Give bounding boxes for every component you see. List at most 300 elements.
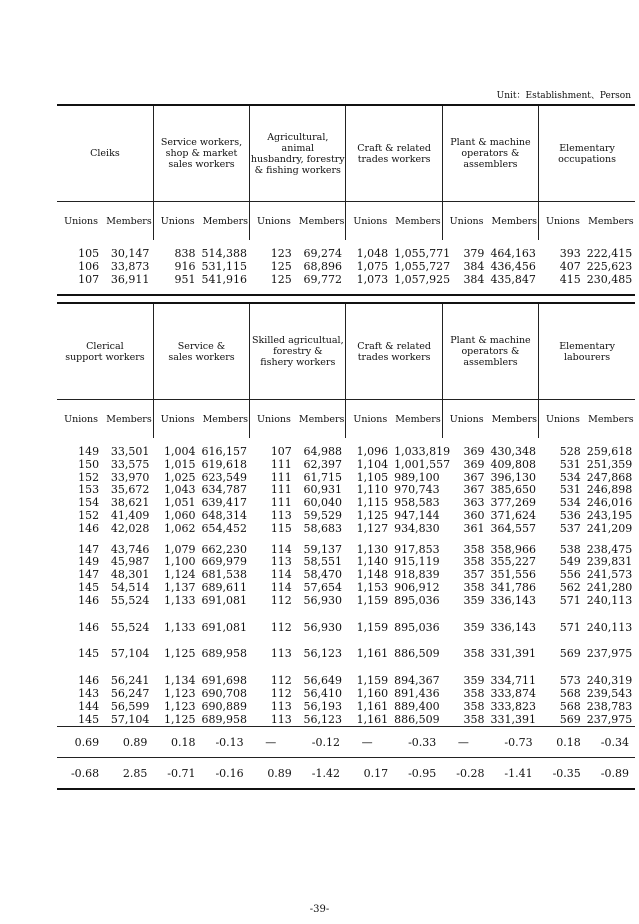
table-cell: 528 — [559, 445, 581, 458]
table-cell: 147 — [78, 542, 100, 556]
table-cell: 146 — [78, 620, 100, 634]
table-row — [57, 523, 635, 536]
change-cell: -0.34 — [587, 727, 635, 758]
table-cell: 1,110 — [356, 483, 389, 497]
table-cell: 669,979 — [201, 555, 247, 569]
table-cell: 33,501 — [110, 445, 150, 458]
table-cell: 41,409 — [110, 508, 150, 522]
table-cell: 42,028 — [110, 521, 150, 535]
table-row — [57, 274, 635, 287]
table-cell: 1,096 — [356, 445, 389, 458]
table-cell: 430,348 — [490, 445, 536, 458]
change-cell: -1.42 — [298, 758, 346, 790]
table-cell: 64,988 — [303, 445, 342, 458]
table-row — [57, 648, 635, 661]
table-cell: 56,930 — [303, 593, 342, 607]
change-row — [57, 758, 635, 790]
unions-header: Unions — [250, 400, 298, 439]
members-header: Members — [587, 400, 635, 439]
table-cell: 384 — [463, 272, 485, 286]
table-cell: 379 — [463, 247, 485, 260]
table-cell: 958,583 — [394, 496, 440, 510]
table-cell: 1,160 — [356, 686, 389, 700]
table-cell: 62,397 — [303, 457, 342, 471]
table-cell: 69,274 — [303, 247, 342, 260]
table-cell: 58,683 — [303, 521, 342, 535]
unit-label: Unit：Establishment、Person — [496, 91, 631, 101]
table-cell: 917,853 — [394, 542, 440, 556]
table-cell: 146 — [78, 674, 100, 688]
table-cell: 1,004 — [163, 445, 196, 458]
table-cell: 1,133 — [163, 620, 196, 634]
change-cell: -0.89 — [587, 758, 635, 790]
change-cell: -1.41 — [490, 758, 538, 790]
group-header: Elementary labourers — [539, 303, 635, 400]
table-cell: 396,130 — [490, 470, 536, 484]
change-cell: -0.73 — [490, 727, 538, 758]
table-cell: 111 — [270, 483, 292, 497]
table-cell: 689,958 — [201, 647, 247, 661]
table-cell: 1,130 — [356, 542, 389, 556]
table-cell: 58,470 — [303, 568, 342, 582]
table-cell: 333,874 — [490, 686, 536, 700]
table-row — [57, 248, 635, 261]
table-cell: 225,623 — [586, 259, 633, 273]
table-cell: 970,743 — [394, 483, 440, 497]
table-cell: 1,015 — [163, 457, 196, 471]
table-cell: 537 — [559, 521, 581, 535]
group-header: Agricultural, animal husbandry, forestry & fishing workers — [250, 105, 346, 202]
table-cell: 240,319 — [586, 674, 633, 688]
group-header: Service & sales workers — [153, 303, 249, 400]
table-cell: 358,966 — [490, 542, 536, 556]
table-cell: 358 — [463, 555, 485, 569]
table-cell: 415 — [559, 272, 581, 286]
table-cell: 1,075 — [356, 259, 389, 273]
table-cell: 33,970 — [110, 470, 150, 484]
table-cell: 358 — [463, 686, 485, 700]
table-cell: 534 — [559, 496, 581, 510]
table-cell: 1,055,727 — [394, 259, 451, 273]
unions-header: Unions — [539, 400, 587, 439]
change-cell: — — [442, 727, 490, 758]
unions-header: Unions — [442, 400, 490, 439]
table-cell: 112 — [270, 686, 292, 700]
unions-header: Unions — [57, 400, 105, 439]
table-cell: 654,452 — [201, 521, 247, 535]
table-cell: 59,137 — [303, 542, 342, 556]
unions-header: Unions — [346, 400, 394, 439]
table-2021 — [57, 104, 635, 296]
table-cell: 331,391 — [490, 647, 536, 661]
table-cell: 568 — [559, 699, 581, 713]
table-cell: 934,830 — [394, 521, 440, 535]
table-cell: 568 — [559, 686, 581, 700]
table-row — [57, 622, 635, 635]
change-cell: -0.12 — [298, 727, 346, 758]
table-cell: 1,125 — [356, 508, 389, 522]
table-cell: 105 — [78, 247, 100, 260]
change-cell: 0.89 — [250, 758, 298, 790]
table-cell: 112 — [270, 593, 292, 607]
table-cell: 918,839 — [394, 568, 440, 582]
table-cell: 239,831 — [586, 555, 633, 569]
members-header: Members — [298, 400, 346, 439]
table-cell: 146 — [78, 593, 100, 607]
table-cell: 534 — [559, 470, 581, 484]
table-cell: 240,113 — [586, 593, 633, 607]
table-cell: 241,573 — [586, 568, 633, 582]
table-cell: 1,161 — [356, 712, 389, 726]
table-cell: 691,081 — [201, 593, 247, 607]
table-cell: 1,125 — [163, 647, 196, 661]
table-cell: 538 — [559, 542, 581, 556]
table-cell: 59,529 — [303, 508, 342, 522]
table-row — [57, 459, 635, 472]
unions-header: Unions — [153, 400, 201, 439]
table-cell: 377,269 — [490, 496, 536, 510]
table-cell: 435,847 — [490, 272, 536, 286]
change-cell: -0.33 — [394, 727, 442, 758]
table-cell: 361 — [463, 521, 485, 535]
table-cell: 115 — [270, 521, 292, 535]
table-cell: 1,060 — [163, 508, 196, 522]
table-cell: 61,715 — [303, 470, 342, 484]
table-cell: 623,549 — [201, 470, 247, 484]
table-cell: 341,786 — [490, 580, 536, 594]
table-cell: 145 — [78, 580, 100, 594]
table-cell: 1,105 — [356, 470, 389, 484]
change-cell: — — [346, 727, 394, 758]
unions-header: Unions — [442, 202, 490, 241]
table-cell: 111 — [270, 457, 292, 471]
table-cell: 947,144 — [394, 508, 440, 522]
table-cell: 889,400 — [394, 699, 440, 713]
table-cell: 619,618 — [201, 457, 247, 471]
table-cell: 114 — [270, 568, 292, 582]
table-cell: 358 — [463, 712, 485, 726]
table-cell: 886,509 — [394, 712, 440, 726]
table-cell: 906,912 — [394, 580, 440, 594]
table-cell: 38,621 — [110, 496, 150, 510]
change-cell: -0.71 — [153, 758, 201, 790]
table-cell: 1,161 — [356, 699, 389, 713]
table-cell: 1,161 — [356, 647, 389, 661]
table-cell: 569 — [559, 647, 581, 661]
table-cell: 125 — [270, 259, 292, 273]
table-cell: 30,147 — [110, 247, 150, 260]
table-cell: 43,746 — [110, 542, 150, 556]
table-cell: 1,123 — [163, 699, 196, 713]
table-cell: 571 — [559, 620, 581, 634]
table-cell: 1,055,771 — [394, 247, 451, 260]
table-cell: 1,140 — [356, 555, 389, 569]
table-cell: 239,543 — [586, 686, 633, 700]
unions-header: Unions — [539, 202, 587, 241]
group-header: Plant & machine operators & assemblers — [442, 303, 538, 400]
table-cell: 1,159 — [356, 674, 389, 688]
table-cell: 838 — [174, 247, 196, 260]
table-cell: 1,159 — [356, 620, 389, 634]
table-cell: 106 — [78, 259, 100, 273]
table-cell: 60,040 — [303, 496, 342, 510]
table-cell: 691,081 — [201, 620, 247, 634]
table-cell: 951 — [174, 272, 196, 286]
table-cell: 616,157 — [201, 445, 247, 458]
table-cell: 359 — [463, 674, 485, 688]
table-cell: 1,133 — [163, 593, 196, 607]
table-cell: 369 — [463, 445, 485, 458]
table-cell: 69,772 — [303, 272, 342, 286]
table-cell: 536 — [559, 508, 581, 522]
table-cell: 54,514 — [110, 580, 150, 594]
table-cell: 541,916 — [201, 272, 247, 286]
table-cell: 111 — [270, 470, 292, 484]
table-cell: 237,975 — [586, 647, 633, 661]
table-cell: 246,016 — [586, 496, 633, 510]
table-cell: 251,359 — [586, 457, 633, 471]
table-cell: 1,062 — [163, 521, 196, 535]
table-cell: 364,557 — [490, 521, 536, 535]
table-cell: 247,868 — [586, 470, 633, 484]
table-cell: 238,475 — [586, 542, 633, 556]
table-row — [57, 595, 635, 608]
table-cell: 113 — [270, 508, 292, 522]
table-cell: 531 — [559, 457, 581, 471]
change-cell: -0.28 — [442, 758, 490, 790]
members-header: Members — [394, 202, 442, 241]
table-cell: 514,388 — [201, 247, 247, 260]
table-cell: 48,301 — [110, 568, 150, 582]
table-row — [57, 510, 635, 523]
table-row — [57, 714, 635, 727]
table-cell: 114 — [270, 542, 292, 556]
table-cell: 562 — [559, 580, 581, 594]
table-cell: 662,230 — [201, 542, 247, 556]
table-cell: 689,958 — [201, 712, 247, 726]
table-cell: 35,672 — [110, 483, 150, 497]
table-cell: 152 — [78, 470, 100, 484]
table-cell: 1,115 — [356, 496, 389, 510]
group-header: Plant & machine operators & assemblers — [442, 105, 538, 202]
table-cell: 1,079 — [163, 542, 196, 556]
table-cell: 1,048 — [356, 247, 389, 260]
change-cell: 0.17 — [346, 758, 394, 790]
table-cell: 259,618 — [586, 445, 633, 458]
table-cell: 331,391 — [490, 712, 536, 726]
table-cell: 691,698 — [201, 674, 247, 688]
table-cell: 1,148 — [356, 568, 389, 582]
table-cell: 123 — [270, 247, 292, 260]
table-cell: 143 — [78, 686, 100, 700]
change-cell: 0.89 — [105, 727, 153, 758]
change-cell: -0.95 — [394, 758, 442, 790]
table-cell: 549 — [559, 555, 581, 569]
table-cell: 648,314 — [201, 508, 247, 522]
table-cell: 895,036 — [394, 620, 440, 634]
table-cell: 55,524 — [110, 620, 150, 634]
table-cell: 894,367 — [394, 674, 440, 688]
table-cell: 113 — [270, 647, 292, 661]
group-header: Skilled agricultual, forestry & fishery workers — [250, 303, 346, 400]
table-cell: 153 — [78, 483, 100, 497]
table-cell: 112 — [270, 674, 292, 688]
table-cell: 1,051 — [163, 496, 196, 510]
table-cell: 237,975 — [586, 712, 633, 726]
members-header: Members — [587, 202, 635, 241]
table-cell: 681,538 — [201, 568, 247, 582]
change-cell: 0.18 — [153, 727, 201, 758]
members-header: Members — [201, 202, 249, 241]
change-cell: -0.68 — [57, 758, 105, 790]
table-cell: 531 — [559, 483, 581, 497]
table-cell: 358 — [463, 699, 485, 713]
table-cell: 241,209 — [586, 521, 633, 535]
table-cell: 107 — [270, 445, 292, 458]
unions-header: Unions — [250, 202, 298, 241]
change-cell: 2.85 — [105, 758, 153, 790]
table-cell: 150 — [78, 457, 100, 471]
table-cell: 367 — [463, 470, 485, 484]
change-cell: -0.13 — [201, 727, 249, 758]
group-header: Craft & related trades workers — [346, 303, 442, 400]
table-cell: 240,113 — [586, 620, 633, 634]
table-cell: 113 — [270, 555, 292, 569]
table-cell: 359 — [463, 620, 485, 634]
unions-header: Unions — [346, 202, 394, 241]
table-cell: 351,556 — [490, 568, 536, 582]
table-cell: 125 — [270, 272, 292, 286]
table-row — [57, 688, 635, 701]
table-cell: 358 — [463, 647, 485, 661]
unions-header: Unions — [57, 202, 105, 241]
table-cell: 689,611 — [201, 580, 247, 594]
change-cell: 0.69 — [57, 727, 105, 758]
group-header: Service workers, shop & market sales workers — [153, 105, 249, 202]
table-cell: 33,873 — [110, 259, 150, 273]
table-cell: 154 — [78, 496, 100, 510]
table-cell: 56,247 — [110, 686, 150, 700]
table-cell: 407 — [559, 259, 581, 273]
table-cell: 1,001,557 — [394, 457, 451, 471]
change-cell: -0.35 — [539, 758, 587, 790]
table-cell: 357 — [463, 568, 485, 582]
table-cell: 915,119 — [394, 555, 440, 569]
table-cell: 145 — [78, 712, 100, 726]
table-cell: 1,057,925 — [394, 272, 451, 286]
members-header: Members — [105, 400, 153, 439]
group-header: Craft & related trades workers — [346, 105, 442, 202]
table-cell: 56,123 — [303, 647, 342, 661]
table-cell: 1,073 — [356, 272, 389, 286]
table-cell: 68,896 — [303, 259, 342, 273]
table-cell: 367 — [463, 483, 485, 497]
table-cell: 144 — [78, 699, 100, 713]
table-cell: 393 — [559, 247, 581, 260]
table-cell: 112 — [270, 620, 292, 634]
table-cell: 569 — [559, 712, 581, 726]
table-cell: 243,195 — [586, 508, 633, 522]
table-cell: 1,125 — [163, 712, 196, 726]
group-header: Clerical support workers — [65, 340, 145, 363]
table-cell: 1,127 — [356, 521, 389, 535]
members-header: Members — [490, 400, 538, 439]
table-cell: 334,711 — [490, 674, 536, 688]
table-cell: 690,889 — [201, 699, 247, 713]
table-cell: 690,708 — [201, 686, 247, 700]
group-header: Elementary occupations — [539, 105, 635, 202]
table-cell: 55,524 — [110, 593, 150, 607]
table-cell: 113 — [270, 699, 292, 713]
table-cell: 358 — [463, 580, 485, 594]
table-cell: 333,823 — [490, 699, 536, 713]
change-row — [57, 727, 635, 758]
table-cell: 556 — [559, 568, 581, 582]
table-cell: 891,436 — [394, 686, 440, 700]
page-number: -39- — [309, 904, 330, 915]
table-cell: 916 — [174, 259, 196, 273]
table-cell: 1,104 — [356, 457, 389, 471]
table-cell: 149 — [78, 555, 100, 569]
table-cell: 1,033,819 — [394, 445, 451, 458]
table-cell: 436,456 — [490, 259, 536, 273]
table-cell: 107 — [78, 272, 100, 286]
table-cell: 464,163 — [490, 247, 536, 260]
table-cell: 363 — [463, 496, 485, 510]
table-cell: 241,280 — [586, 580, 633, 594]
table-cell: 45,987 — [110, 555, 150, 569]
table-cell: 639,417 — [201, 496, 247, 510]
table-cell: 36,911 — [110, 272, 150, 286]
table-cell: 385,650 — [490, 483, 536, 497]
table-cell: 1,100 — [163, 555, 196, 569]
members-header: Members — [201, 400, 249, 439]
change-cell: -0.16 — [201, 758, 249, 790]
table-cell: 989,100 — [394, 470, 440, 484]
table-cell: 230,485 — [586, 272, 633, 286]
table-cell: 571 — [559, 593, 581, 607]
table-cell: 58,551 — [303, 555, 342, 569]
table-cell: 60,931 — [303, 483, 342, 497]
table-cell: 145 — [78, 647, 100, 661]
table-cell: 111 — [270, 496, 292, 510]
table-cell: 149 — [78, 445, 100, 458]
table-cell: 1,124 — [163, 568, 196, 582]
table-cell: 56,410 — [303, 686, 342, 700]
table-cell: 336,143 — [490, 593, 536, 607]
table-cell: 359 — [463, 593, 485, 607]
table-cell: 360 — [463, 508, 485, 522]
table-row — [57, 582, 635, 595]
table-cell: 56,123 — [303, 712, 342, 726]
table-cell: 634,787 — [201, 483, 247, 497]
table-cell: 371,624 — [490, 508, 536, 522]
table-cell: 886,509 — [394, 647, 440, 661]
table-cell: 56,193 — [303, 699, 342, 713]
members-header: Members — [105, 202, 153, 241]
change-cell: 0.18 — [539, 727, 587, 758]
table-cell: 57,104 — [110, 647, 150, 661]
table-cell: 1,159 — [356, 593, 389, 607]
table-cell: 1,134 — [163, 674, 196, 688]
table-cell: 573 — [559, 674, 581, 688]
unions-header: Unions — [153, 202, 201, 241]
table-cell: 33,575 — [110, 457, 150, 471]
table-cell: 56,241 — [110, 674, 150, 688]
table-cell: 222,415 — [586, 247, 633, 260]
table-cell: 152 — [78, 508, 100, 522]
table-cell: 1,153 — [356, 580, 389, 594]
